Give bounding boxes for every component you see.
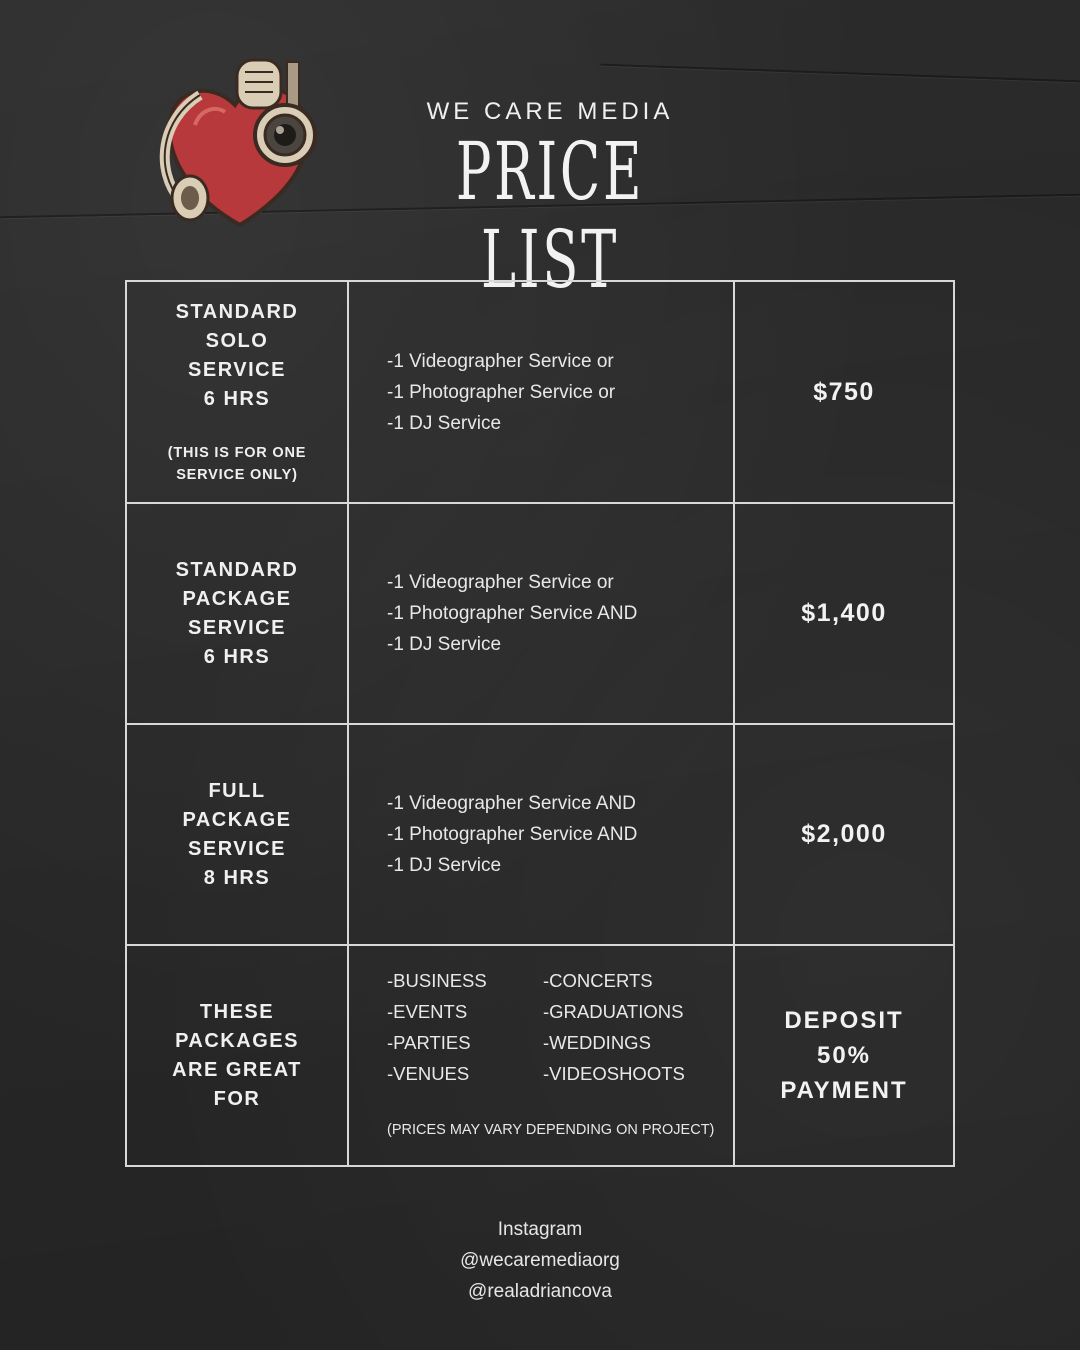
social-footer [340,1214,740,1307]
instagram-handle: @wecaremediaorg [460,1250,620,1271]
great-for-label: THESE PACKAGES ARE GREAT FOR [127,946,349,1165]
package-price-standard-solo: $750 [735,282,953,504]
package-items-full-package: -1 Videographer Service AND -1 Photographer Service AND -1 DJ Service [349,725,735,946]
package-name-full-package: FULL PACKAGE SERVICE 8 HRS [127,725,349,946]
list-item: -PARTIES [387,1032,471,1053]
page-title: PRICE LIST [455,125,645,306]
price-table [125,280,955,1167]
instagram-handle: @realadriancova [468,1281,612,1302]
footer-label: Instagram [497,1219,583,1240]
package-items-standard-package: -1 Videographer Service or -1 Photographer Service AND -1 DJ Service [349,504,735,725]
price-disclaimer: (PRICES MAY VARY DEPENDING ON PROJECT) [387,1122,715,1138]
list-item: -GRADUATIONS [543,1001,684,1022]
package-price-full-package: $2,000 [735,725,953,946]
paper-crease [600,64,1080,83]
package-name-standard-package: STANDARD PACKAGE SERVICE 6 HRS [127,504,349,725]
package-items-standard-solo: -1 Videographer Service or -1 Photographer Service or -1 DJ Service [349,282,735,504]
uses-list [387,965,733,1089]
list-item: -VENUES [387,1063,470,1084]
list-item: -EVENTS [387,1001,468,1022]
deposit-info: DEPOSIT 50% PAYMENT [780,1007,908,1104]
package-name-standard-solo: STANDARD SOLO SERVICE 6 HRS (THIS IS FOR ONE SERVICE ONLY) [127,282,349,504]
package-price-standard-package: $1,400 [735,504,953,725]
list-item: -WEDDINGS [543,1032,651,1053]
package-note: (THIS IS FOR ONE SERVICE ONLY) [167,445,307,483]
brand-name: WE CARE MEDIA [426,98,674,125]
great-for-uses [349,946,735,1165]
list-item: -VIDEOSHOOTS [543,1063,685,1084]
list-item: -CONCERTS [543,970,653,991]
heart-microphone-camera-headphones-icon [155,50,325,235]
list-item: -BUSINESS [387,970,487,991]
